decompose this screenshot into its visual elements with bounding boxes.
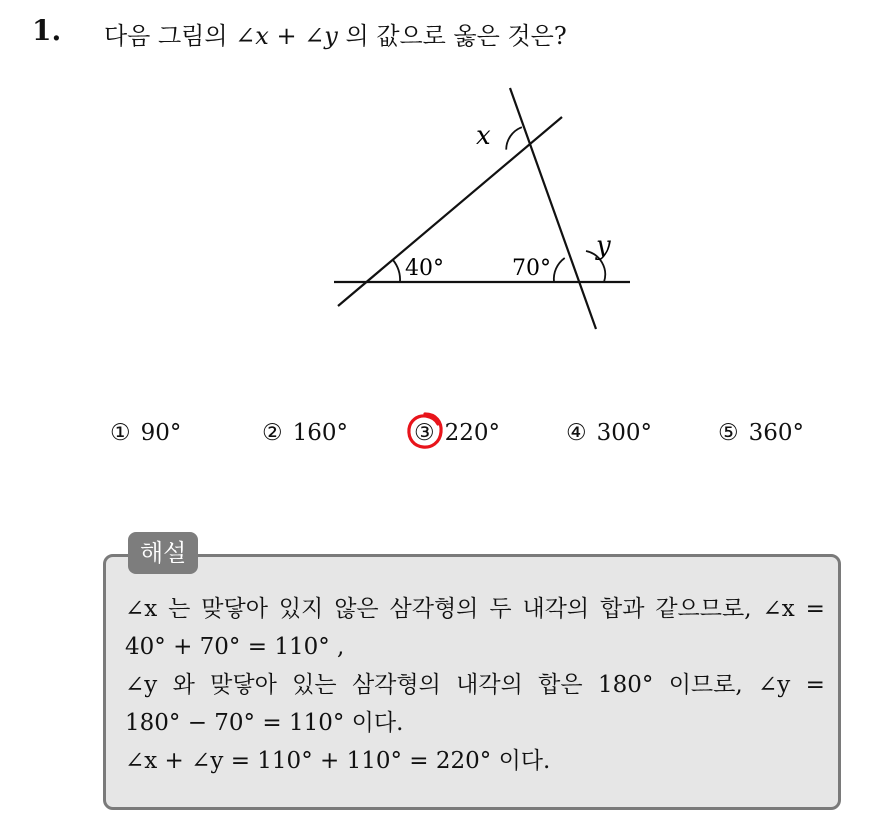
solution-word: = xyxy=(805,596,825,622)
solution-word: ∠y xyxy=(758,672,791,698)
solution-word: 맞닿아 xyxy=(201,596,268,622)
solution-line-4: 180° − 70° = 110° 이다. xyxy=(125,710,404,736)
choice-mark: ② xyxy=(262,420,283,446)
question-number: 1. xyxy=(32,14,62,47)
solution-word: 맞닿아 xyxy=(210,672,277,698)
solution-word: = xyxy=(805,672,825,698)
solution-word: 이므로, xyxy=(668,672,743,698)
solution-word: 180° xyxy=(597,672,654,698)
choice-1[interactable] xyxy=(110,420,181,446)
choice-5[interactable] xyxy=(718,420,804,446)
triangle-figure xyxy=(300,70,640,340)
choice-mark: ① xyxy=(110,420,131,446)
solution-line-3 xyxy=(125,666,825,704)
choice-value: 90° xyxy=(140,420,182,446)
solution-line-1 xyxy=(125,590,825,628)
solution-word: ∠x xyxy=(762,596,795,622)
choice-3[interactable] xyxy=(414,420,500,446)
solution-word: 는 xyxy=(168,596,191,622)
solution-text xyxy=(125,590,825,780)
solution-word: 내각의 xyxy=(456,672,523,698)
label-x: x xyxy=(476,121,491,151)
choice-2[interactable] xyxy=(262,420,348,446)
question-math: ∠x + ∠y xyxy=(235,22,338,50)
solution-word: 두 xyxy=(489,596,512,622)
solution-word: 있는 xyxy=(292,672,337,698)
question-text-before: 다음 그림의 xyxy=(104,22,236,50)
choice-mark: ⑤ xyxy=(718,420,739,446)
solution-word: 같으므로, xyxy=(655,596,752,622)
choice-value: 360° xyxy=(748,420,805,446)
arc-angle-70 xyxy=(554,258,565,282)
label-angle-40: 40° xyxy=(405,256,444,281)
label-y: y xyxy=(596,231,611,261)
solution-word: 삼각형의 xyxy=(389,596,479,622)
choice-value: 160° xyxy=(292,420,349,446)
solution-word: 합은 xyxy=(538,672,583,698)
solution-word: 않은 xyxy=(334,596,379,622)
solution-word: 내각의 xyxy=(522,596,590,622)
solution-word: 삼각형의 xyxy=(351,672,441,698)
choice-4[interactable] xyxy=(566,420,652,446)
solution-word: 합과 xyxy=(600,596,645,622)
solution-word: 와 xyxy=(172,672,195,698)
choice-mark: ③ xyxy=(414,420,435,446)
label-angle-70: 70° xyxy=(512,256,551,281)
choice-value: 300° xyxy=(596,420,653,446)
question-text-after: 의 값으로 옳은 것은? xyxy=(337,22,567,50)
answer-choices xyxy=(108,420,828,456)
arc-angle-x xyxy=(506,127,522,149)
solution-label: 해설 xyxy=(128,532,198,574)
selected-answer-circle-icon xyxy=(406,412,444,450)
question-text xyxy=(104,16,567,51)
solution-word: ∠y xyxy=(125,672,158,698)
solution-word: 있지 xyxy=(278,596,324,622)
arc-angle-40 xyxy=(393,260,400,282)
choice-value: 220° xyxy=(444,420,501,446)
choice-mark: ④ xyxy=(566,420,587,446)
solution-word: ∠x xyxy=(125,596,158,622)
solution-line-5: ∠x + ∠y = 110° + 110° = 220° 이다. xyxy=(125,748,551,774)
solution-line-2: 40° + 70° = 110° , xyxy=(125,634,345,660)
